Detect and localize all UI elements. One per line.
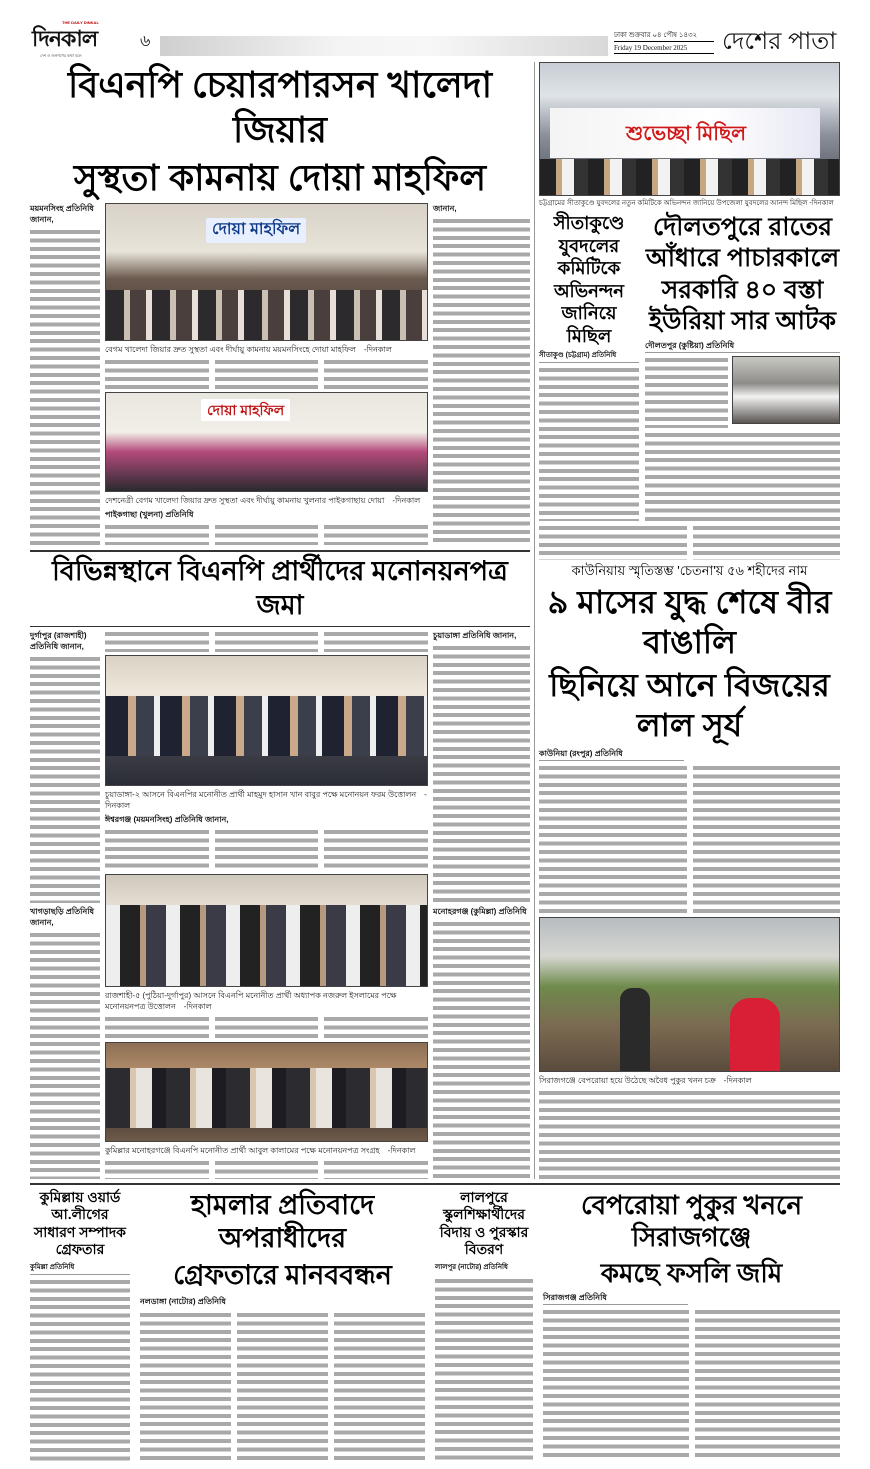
photo-banner: শুভেচ্ছা মিছিল [626, 123, 747, 145]
story1-lead2: জানান, [433, 204, 457, 213]
story2-caption2 [105, 990, 428, 1012]
photo-people [106, 905, 427, 987]
story1-col1 [30, 203, 100, 545]
story2-text-row2 [105, 1015, 428, 1039]
story4-headline[interactable]: দৌলতপুরে রাতের আঁধারে পাচারকালে সরকারি ৪০ বস্তা ইউরিয়া সার আটক [645, 213, 840, 335]
text-col [693, 524, 841, 560]
photo-credit: -দিনকাল [723, 1076, 752, 1086]
story1-text-row2 [105, 523, 428, 545]
photo-credit: -দিনকাল [183, 1001, 212, 1011]
story1-col-right [433, 203, 530, 545]
story2-text-col1 [30, 655, 100, 903]
story2-text-col-right-b [433, 920, 530, 1179]
text-col [105, 630, 209, 652]
story2-body [30, 630, 530, 1179]
logo-tagline: দেশ ও জনগণের কথা বলে [40, 53, 82, 58]
story5-byline: কাউনিয়া (রংপুর) প্রতিনিধি [539, 748, 684, 761]
photo-credit: -দিনকাল [105, 789, 427, 810]
story1-text-row [105, 358, 428, 389]
bottom-s1 [30, 1189, 130, 1461]
bottom-s3-text [435, 1277, 533, 1461]
story2-lead-manoharganj: মনোহরগঞ্জ (কুমিল্লা) প্রতিনিধি [433, 906, 527, 916]
story1-body [30, 203, 530, 545]
bottom-s3-headline[interactable]: লালপুরে স্কুলশিক্ষার্থীদের বিদায় ও পুরস্কার বিতরণ [439, 1188, 529, 1257]
right-half [539, 62, 840, 1179]
bottom-s4-byline: সিরাজগঞ্জ প্রতিনিধি [543, 1292, 688, 1305]
text-col [324, 1159, 428, 1179]
story2-text-row0 [105, 630, 428, 652]
text-col [215, 523, 319, 545]
text-col [237, 1311, 328, 1461]
story1-caption1 [105, 344, 428, 355]
bottom-s2 [140, 1189, 425, 1461]
story2-text-col1b [30, 931, 100, 1179]
story5-headline-line2[interactable]: ছিনিয়ে আনে বিজয়ের লাল সূর্য [549, 667, 830, 744]
story2-caption1 [105, 789, 428, 811]
story4-byline: দৌলতপুর (কুষ্টিয়া) প্রতিনিধি [645, 340, 840, 353]
bottom-s4-text [543, 1308, 840, 1461]
text-col [105, 828, 209, 871]
story4-photo [732, 356, 840, 424]
story1-headline-line1[interactable]: বিএনপি চেয়ারপারসন খালেদা জিয়ার [67, 64, 493, 150]
text-col [215, 1159, 319, 1179]
story2-caption3 [105, 1145, 428, 1156]
story2-col-right [433, 630, 530, 1179]
story4-text-photo [645, 356, 840, 428]
story3-byline: সীতাকুণ্ড (চট্টগ্রাম) প্রতিনিধি [539, 350, 639, 363]
text-col [539, 524, 687, 560]
bottom-s1-text [30, 1278, 130, 1461]
caption-text: বেগম খালেদা জিয়ার দ্রুত সুস্থতা এবং দীর্ঘায়ু কামনায় ময়মনসিংহে দোয়া মাহফিল [105, 345, 356, 354]
text-col [324, 828, 428, 871]
bottom-s4 [543, 1189, 840, 1461]
story3 [539, 212, 639, 521]
text-col [105, 1015, 209, 1039]
logo-en: THE DAILY DINKAL [62, 20, 99, 25]
photo-credit: -দিনকাল [392, 496, 421, 505]
text-col [105, 1159, 209, 1179]
story2-text-row3 [105, 1159, 428, 1179]
story2-middle [105, 630, 428, 1179]
top-section [30, 62, 840, 1179]
text-col [324, 630, 428, 652]
photo-people [540, 159, 839, 195]
caption-text: কুমিল্লার মনোহরগঞ্জে বিএনপি মনোনীত প্রার্থী আবুল কালামের পক্ষে মনোনয়নপত্র সংগ্রহ [105, 1145, 380, 1155]
bottom-s3-byline: লালপুর (নাটোর) প্রতিনিধি [435, 1263, 508, 1271]
bottom-s2-text [140, 1311, 425, 1461]
photo-credit: -দিনকাল [363, 345, 392, 354]
story3-4-row [539, 212, 840, 521]
section-divider [30, 626, 530, 627]
story2-col1 [30, 630, 100, 1179]
photo-people [106, 1068, 427, 1128]
bottom-s2-headline-line1[interactable]: হামলার প্রতিবাদে অপরাধীদের [190, 1189, 375, 1254]
story3-headline[interactable]: সীতাকুণ্ডে যুবদলের কমিটিকে অভিনন্দন জানিয়ে মিছিল [553, 213, 625, 346]
date-en: Friday 19 December 2025 [614, 43, 714, 54]
story2-headline[interactable]: বিভিন্নস্থানে বিএনপি প্রার্থীদের মনোনয়নপত্র জমা [52, 556, 508, 620]
text-col [334, 1311, 425, 1461]
text-col [693, 764, 841, 914]
photo-banner: দোয়া মাহফিল [201, 399, 290, 421]
photo-person [620, 988, 650, 1072]
story2-lead: দুর্গাপুর (রাজশাহী) প্রতিনিধি জানান, [30, 630, 87, 651]
photo-credit: -দিনকাল [387, 1145, 416, 1155]
section-divider [30, 550, 530, 552]
bottom-s2-byline: নলডাঙ্গা (নাটোর) প্রতিনিধি [140, 1296, 226, 1306]
bottom-section [30, 1189, 840, 1461]
text-col [215, 358, 319, 389]
story5-kicker: কাউনিয়ায় স্মৃতিস্তম্ভ 'চেতনা'য় ৫৬ শহীদের নাম [571, 563, 808, 578]
text-col [215, 630, 319, 652]
story1-text-col1 [30, 228, 100, 545]
text-col [539, 764, 687, 914]
story3-caption: চট্টগ্রামের সীতাকুণ্ডে যুবদলের নতুন কমিটিকে অভিনন্দন জানিয়ে উপজেলা যুবদলের আনন্দ মিছিল -দিনকাল [539, 200, 834, 207]
story3-text [539, 366, 639, 521]
story1-photo1 [105, 203, 428, 341]
date-block [614, 30, 714, 54]
photo-person [730, 998, 780, 1072]
photo-banner: দোয়া মাহফিল [206, 218, 306, 243]
text-col [324, 1015, 428, 1039]
story4-text [645, 356, 728, 428]
story5-caption [539, 1075, 840, 1086]
story1-byline-paikgachha: পাইকগাছা (খুলনা) প্রতিনিধি [105, 510, 194, 519]
bottom-s1-byline: কুমিল্লা প্রতিনিধি [30, 1262, 130, 1275]
story2-photo2 [105, 874, 428, 987]
caption-text: সিরাজগঞ্জে বেপরোয়া হয়ে উঠেছে অবৈধ পুকুর খনন চক্র [539, 1076, 716, 1086]
right-fill-text [539, 1089, 840, 1178]
story5-photo [539, 917, 840, 1072]
section-divider [30, 1183, 840, 1185]
story2-text-row1 [105, 828, 428, 871]
story1-headline-line2[interactable]: সুস্থতা কামনায় দোয়া মাহফিল [73, 157, 487, 198]
header-bar [160, 36, 608, 56]
logo[interactable]: দিনকাল [32, 26, 98, 51]
page-number: ৬ [140, 33, 151, 50]
text-col [695, 1308, 841, 1461]
story2-photo1 [105, 655, 428, 786]
text-col [215, 1015, 319, 1039]
story1-photo2 [105, 392, 428, 492]
caption-text: চুয়াডাঙ্গা-২ আসনে বিএনপির মনোনীত প্রার্থী মাহমুদ হাসান খান বাবুর পক্ষে মনোনয়ন ফরম উত্তোলন [105, 789, 417, 799]
caption-text: দেশনেত্রী বেগম খালেদা জিয়ার দ্রুত সুস্থতা এবং দীর্ঘায়ু কামনায় খুলনার পাইকগাছায় দোয়া [105, 496, 385, 505]
right-text-row [539, 524, 840, 560]
story3-photo [539, 62, 840, 196]
story5-headline-line1[interactable]: ৯ মাসের যুদ্ধ শেষে বীর বাঙালি [547, 584, 832, 661]
text-col [105, 523, 209, 545]
story2-lead-khagrachhari: খাগড়াছড়ি প্রতিনিধি জানান, [30, 906, 95, 927]
bottom-s1-headline[interactable]: কুমিল্লায় ওয়ার্ড আ.লীগের সাধারণ সম্পাদক গ্রেফতার [34, 1188, 126, 1257]
photo-people [106, 290, 427, 340]
story2-lead-ishwarganj: ঈশ্বরগঞ্জ (ময়মনসিংহ) প্রতিনিধি জানান, [105, 814, 229, 824]
masthead [0, 0, 870, 62]
photo-people [106, 696, 427, 756]
story5-text [539, 764, 840, 914]
story1-lead: ময়মনসিংহ প্রতিনিধি জানান, [30, 204, 94, 224]
story4 [645, 212, 840, 521]
bottom-s3 [435, 1189, 533, 1461]
story1-middle [105, 203, 428, 545]
date-bn: ঢাকা শুক্রবার ০৪ পৌষ ১৪৩২ [614, 30, 714, 42]
story2-photo3 [105, 1042, 428, 1142]
story1-caption2 [105, 495, 428, 506]
bottom-s4-headline-line1[interactable]: বেপরোয়া পুকুর খননে সিরাজগঞ্জে [581, 1189, 802, 1252]
story1-text-col-right [433, 217, 530, 545]
text-col [324, 523, 428, 545]
section-title: দেশের পাতা [722, 28, 837, 55]
story2-lead-chuadanga: চুয়াডাঙ্গা প্রতিনিধি জানান, [433, 630, 517, 640]
story4-text-b [645, 431, 840, 521]
caption-text: রাজশাহী-৫ (পুঠিয়া-দুর্গাপুর) আসনে বিএনপি মনোনীত প্রার্থী অধ্যাপক নজরুল ইসলামের পক্ষে মনোনয়নপত্র উত্তোলন [105, 990, 397, 1011]
text-col [215, 828, 319, 871]
story2-text-col-right [433, 644, 530, 903]
text-col [324, 358, 428, 389]
bottom-s4-headline-line2[interactable]: কমছে ফসলি জমি [600, 1257, 783, 1288]
text-col [543, 1308, 689, 1461]
left-half [30, 62, 530, 1179]
column-divider [534, 62, 535, 1179]
text-col [105, 358, 209, 389]
text-col [140, 1311, 231, 1461]
bottom-s2-headline-line2[interactable]: গ্রেফতারে মানববন্ধন [173, 1260, 392, 1290]
